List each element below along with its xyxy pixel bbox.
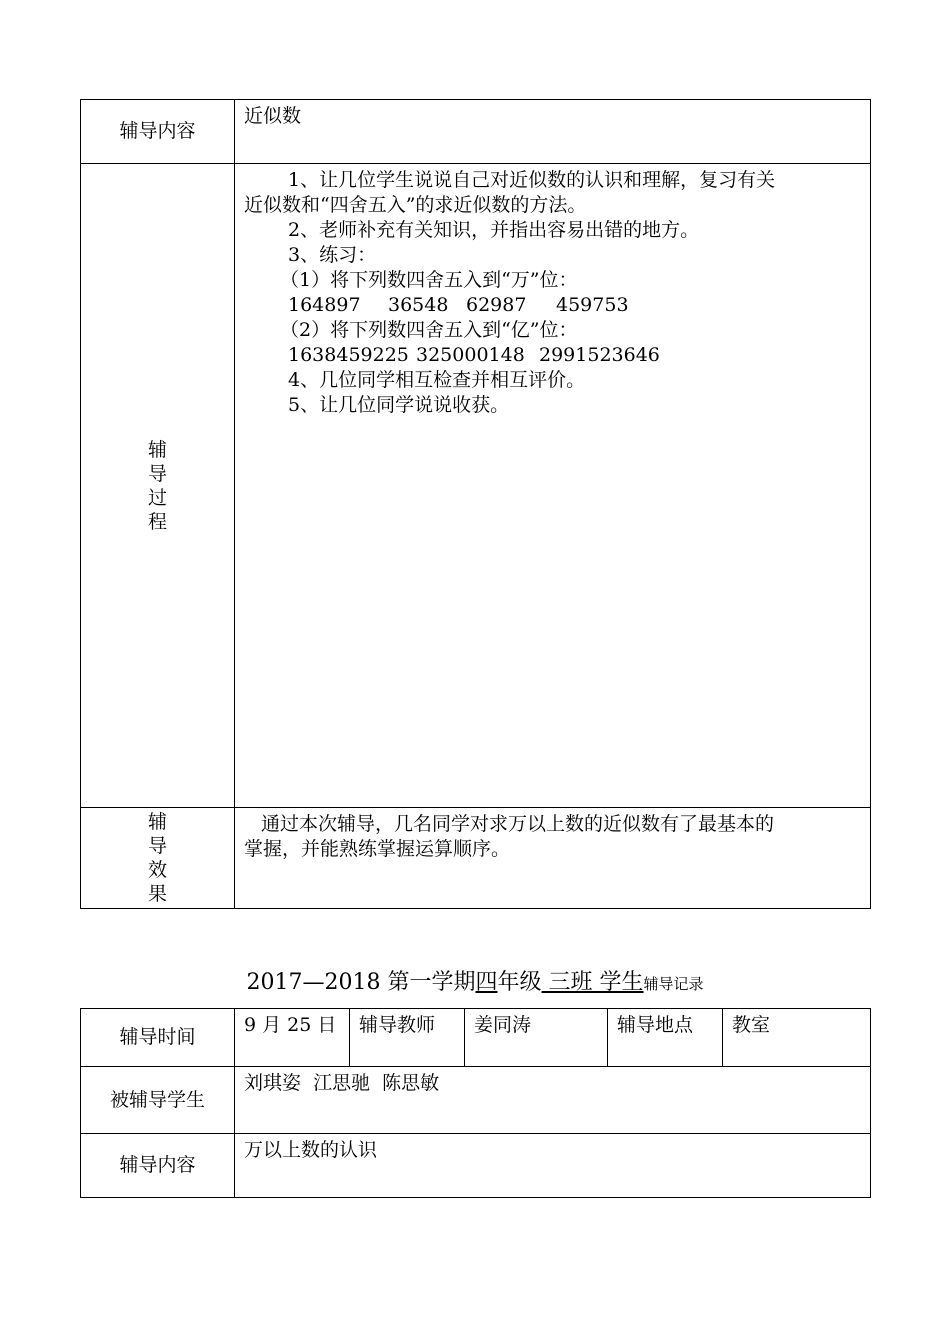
- teacher-value: 姜同涛: [465, 1009, 608, 1067]
- record-heading: [0, 968, 950, 999]
- effect-label-char: 导: [147, 835, 167, 857]
- process-line: 2、老师补充有关知识，并指出容易出错的地方。: [288, 219, 700, 241]
- effect-line: 掌握，并能熟练掌握运算顺序。: [244, 838, 511, 860]
- process-line: 近似数和“四舍五入”的求近似数的方法。: [244, 194, 587, 216]
- process-line: （2）将下列数四舍五入到“亿”位：: [280, 319, 578, 341]
- record-table-2: [80, 1008, 871, 1198]
- process-label-char: 辅: [147, 438, 167, 461]
- effect-label-char: 辅: [147, 811, 167, 833]
- record-table-1: [80, 99, 871, 909]
- time-label: 辅导时间: [81, 1009, 235, 1067]
- numbers-wan: [244, 293, 862, 318]
- process-line: 4、几位同学相互检查并相互评价。: [288, 369, 586, 391]
- place-value: 教室: [723, 1009, 871, 1067]
- students-value: 刘琪姿 江思驰 陈思敏: [235, 1067, 871, 1134]
- heading-record: 辅导记录: [643, 975, 704, 993]
- number: 62987: [466, 294, 527, 316]
- place-label: 辅导地点: [608, 1009, 723, 1067]
- process-line: 5、让几位同学说说收获。: [288, 394, 510, 416]
- process-line: （1）将下列数四舍五入到“万”位：: [280, 269, 578, 291]
- number: 2991523646: [539, 344, 660, 366]
- number: 1638459225: [288, 344, 409, 366]
- content-label-2: 辅导内容: [81, 1134, 235, 1198]
- content-value-2: 万以上数的认识: [235, 1134, 871, 1198]
- process-label-char: 导: [147, 462, 167, 485]
- effect-label-char: 果: [147, 883, 167, 905]
- content-label: 辅导内容: [81, 100, 235, 164]
- heading-class: 三班 学生: [541, 970, 644, 995]
- process-label-char: 过: [147, 486, 167, 509]
- process-content: [235, 164, 871, 808]
- time-value: 9 月 25 日: [235, 1009, 350, 1067]
- heading-grade-suffix: 年级: [497, 970, 542, 995]
- number: 325000148: [416, 344, 525, 366]
- teacher-label: 辅导教师: [350, 1009, 465, 1067]
- number: 164897: [288, 294, 361, 316]
- students-label: 被辅导学生: [81, 1067, 235, 1134]
- heading-year: 2017—2018 第一学期: [246, 970, 476, 995]
- process-label-char: 程: [147, 510, 167, 533]
- numbers-yi: [244, 343, 862, 368]
- number: 36548: [388, 294, 449, 316]
- heading-grade: 四: [475, 970, 498, 995]
- effect-line: 通过本次辅导，几名同学对求万以上数的近似数有了最基本的: [261, 813, 775, 835]
- effect-label: [81, 808, 235, 909]
- number: 459753: [556, 294, 629, 316]
- content-value: 近似数: [235, 100, 871, 164]
- effect-label-char: 效: [147, 859, 167, 881]
- process-label: [81, 164, 235, 808]
- process-line: 3、练习：: [288, 244, 377, 266]
- effect-content: [235, 808, 871, 909]
- process-line: 1、让几位学生说说自己对近似数的认识和理解，复习有关: [288, 169, 776, 191]
